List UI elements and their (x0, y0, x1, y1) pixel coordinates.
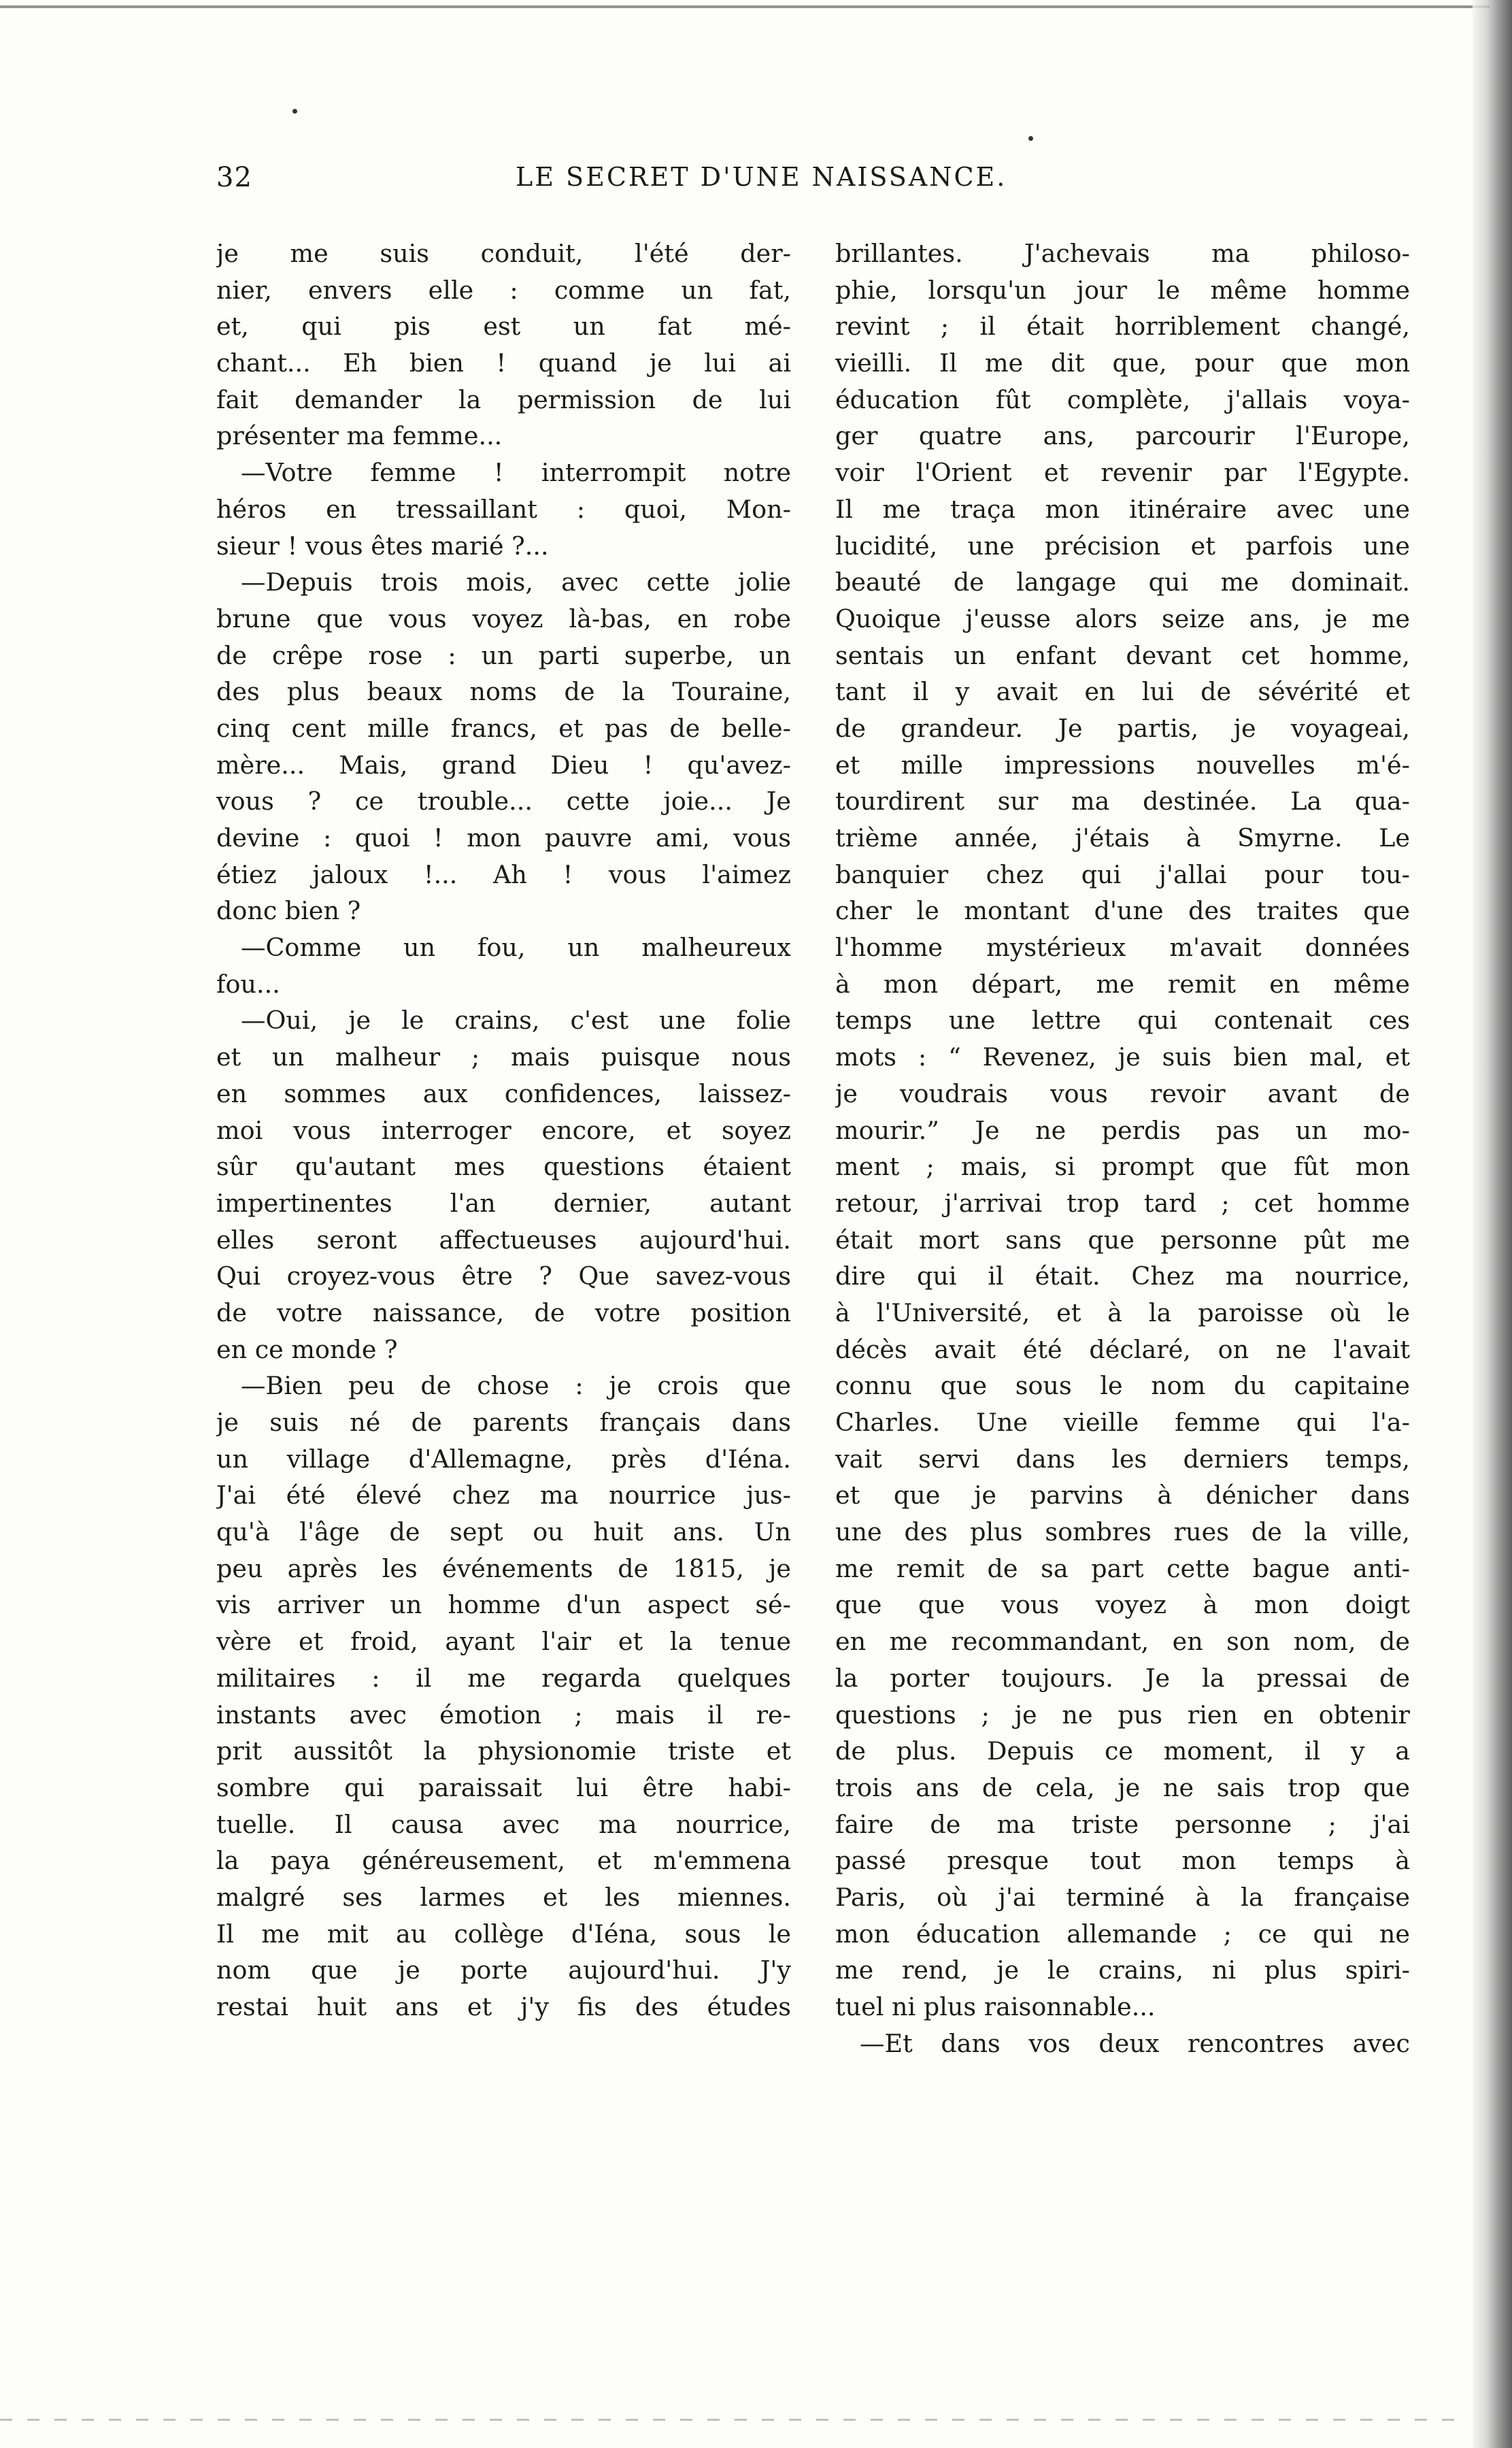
text-line: —Oui, je le crains, c'est une folie (241, 1006, 791, 1036)
text-line: décès avait été déclaré, on ne l'avait (835, 1334, 1410, 1364)
text-line: banquier chez qui j'allai pour tou- (835, 859, 1410, 889)
text-line: tuel ni plus raisonnable... (835, 1992, 1156, 2021)
text-line: étiez jaloux !... Ah ! vous l'aimez (216, 859, 791, 889)
text-line: une des plus sombres rues de la ville, (835, 1517, 1410, 1547)
text-line: de plus. Depuis ce moment, il y a (835, 1736, 1410, 1766)
text-line: éducation fût complète, j'allais voya- (835, 384, 1410, 414)
text-line: cinq cent mille francs, et pas de belle- (216, 713, 791, 743)
text-line: mots : “ Revenez, je suis bien mal, et (835, 1042, 1410, 1072)
running-title: LE SECRET D'UNE NAISSANCE. (516, 162, 1007, 192)
text-line: impertinentes l'an dernier, autant (216, 1188, 791, 1218)
text-line: sentais un enfant devant cet homme, (835, 640, 1410, 670)
scan-speck (292, 109, 297, 114)
text-line: cher le montant d'une des traites que (835, 896, 1410, 926)
text-line: et, qui pis est un fat mé- (216, 312, 791, 342)
text-line: questions ; je ne pus rien en obtenir (835, 1700, 1410, 1730)
text-line: —Et dans vos deux rencontres avec (860, 2028, 1410, 2058)
text-line: vieilli. Il me dit que, pour que mon (835, 348, 1410, 378)
text-line: connu que sous le nom du capitaine (835, 1371, 1410, 1401)
text-line: —Depuis trois mois, avec cette jolie (241, 567, 791, 597)
text-line: —Votre femme ! interrompit notre (241, 458, 791, 488)
text-line: mère... Mais, grand Dieu ! qu'avez- (216, 750, 791, 780)
text-line: sombre qui paraissait lui être habi- (216, 1772, 791, 1802)
text-line: présenter ma femme... (216, 421, 503, 451)
text-line: fait demander la permission de lui (216, 384, 791, 414)
text-line: était mort sans que personne pût me (835, 1225, 1410, 1255)
text-line: malgré ses larmes et les miennes. (216, 1882, 791, 1912)
text-line: héros en tressaillant : quoi, Mon- (216, 494, 791, 524)
text-line: et mille impressions nouvelles m'é- (835, 750, 1410, 780)
text-line: voir l'Orient et revenir par l'Egypte. (835, 458, 1410, 488)
text-line: je me suis conduit, l'été der- (216, 239, 791, 268)
text-line: en me recommandant, en son nom, de (835, 1627, 1410, 1657)
text-line: chant... Eh bien ! quand je lui ai (216, 348, 791, 378)
text-line: moi vous interroger encore, et soyez (216, 1115, 791, 1145)
text-line: Qui croyez-vous être ? Que savez-vous (216, 1261, 791, 1291)
text-line: tourdirent sur ma destinée. La qua- (835, 787, 1410, 816)
text-line: nom que je porte aujourd'hui. J'y (216, 1955, 791, 1985)
text-line: revint ; il était horriblement changé, (835, 312, 1410, 342)
scan-speck (1028, 136, 1033, 141)
right-text-column (835, 235, 1410, 2062)
text-line: un village d'Allemagne, près d'Iéna. (216, 1444, 791, 1474)
text-line: Il me traça mon itinéraire avec une (835, 494, 1410, 524)
text-line: Quoique j'eusse alors seize ans, je me (835, 603, 1410, 633)
text-line: tuelle. Il causa avec ma nourrice, (216, 1809, 791, 1839)
text-line: faire de ma triste personne ; j'ai (835, 1809, 1410, 1839)
bottom-scan-noise (0, 2419, 1469, 2421)
text-line: vous ? ce trouble... cette joie... Je (216, 787, 791, 816)
text-line: en ce monde ? (216, 1334, 398, 1364)
text-line: tant il y avait en lui de sévérité et (835, 677, 1410, 707)
text-line: vère et froid, ayant l'air et la tenue (216, 1627, 791, 1657)
running-header (216, 162, 1400, 203)
text-line: Paris, où j'ai terminé à la française (835, 1882, 1410, 1912)
text-line: devine : quoi ! mon pauvre ami, vous (216, 823, 791, 853)
text-line: des plus beaux noms de la Touraine, (216, 677, 791, 707)
text-line: Il me mit au collège d'Iéna, sous le (216, 1919, 791, 1949)
text-line: Charles. Une vieille femme qui l'a- (835, 1408, 1410, 1437)
text-line: elles seront affectueuses aujourd'hui. (216, 1225, 791, 1255)
text-line: temps une lettre qui contenait ces (835, 1006, 1410, 1036)
text-line: je voudrais vous revoir avant de (835, 1078, 1410, 1108)
text-line: passé presque tout mon temps à (835, 1846, 1410, 1876)
text-line: en sommes aux confidences, laissez- (216, 1078, 791, 1108)
text-line: —Bien peu de chose : je crois que (241, 1371, 791, 1401)
text-line: et que je parvins à dénicher dans (835, 1481, 1410, 1510)
text-line: trième année, j'étais à Smyrne. Le (835, 823, 1410, 853)
text-line: retour, j'arrivai trop tard ; cet homme (835, 1188, 1410, 1218)
text-line: lucidité, une précision et parfois une (835, 531, 1410, 561)
text-line: me rend, je le crains, ni plus spiri- (835, 1955, 1410, 1985)
text-line: —Comme un fou, un malheureux (241, 933, 791, 963)
page-number: 32 (216, 162, 252, 193)
text-line: brune que vous voyez là-bas, en robe (216, 603, 791, 633)
text-line: à mon départ, me remit en même (835, 969, 1410, 999)
text-line: trois ans de cela, je ne sais trop que (835, 1772, 1410, 1802)
text-line: sieur ! vous êtes marié ?... (216, 531, 549, 561)
top-border-line (0, 5, 1490, 8)
text-line: vis arriver un homme d'un aspect sé- (216, 1590, 791, 1620)
text-line: qu'à l'âge de sept ou huit ans. Un (216, 1517, 791, 1547)
text-line: et un malheur ; mais puisque nous (216, 1042, 791, 1072)
text-line: ment ; mais, si prompt que fût mon (835, 1152, 1410, 1182)
text-line: J'ai été élevé chez ma nourrice jus- (216, 1481, 791, 1510)
text-line: peu après les événements de 1815, je (216, 1553, 791, 1583)
text-line: prit aussitôt la physionomie triste et (216, 1736, 791, 1766)
text-line: de votre naissance, de votre position (216, 1297, 791, 1327)
text-line: nier, envers elle : comme un fat, (216, 275, 791, 305)
text-line: instants avec émotion ; mais il re- (216, 1700, 791, 1730)
text-line: la paya généreusement, et m'emmena (216, 1846, 791, 1876)
text-line: ger quatre ans, parcourir l'Europe, (835, 421, 1410, 451)
text-line: vait servi dans les derniers temps, (835, 1444, 1410, 1474)
text-line: sûr qu'autant mes questions étaient (216, 1152, 791, 1182)
text-line: mon éducation allemande ; ce qui ne (835, 1919, 1410, 1949)
text-line: je suis né de parents français dans (216, 1408, 791, 1437)
text-line: à l'Université, et à la paroisse où le (835, 1297, 1410, 1327)
text-line: me remit de sa part cette bague anti- (835, 1553, 1410, 1583)
text-line: phie, lorsqu'un jour le même homme (835, 275, 1410, 305)
text-line: fou... (216, 969, 280, 999)
text-line: brillantes. J'achevais ma philoso- (835, 239, 1410, 268)
text-line: de grandeur. Je partis, je voyageai, (835, 713, 1410, 743)
text-line: militaires : il me regarda quelques (216, 1663, 791, 1693)
left-text-column (216, 235, 791, 2025)
page-edge-shadow (1473, 0, 1512, 2448)
text-line: la porter toujours. Je la pressai de (835, 1663, 1410, 1693)
text-line: mourir.” Je ne perdis pas un mo- (835, 1115, 1410, 1145)
text-line: restai huit ans et j'y fis des études (216, 1992, 791, 2021)
text-line: beauté de langage qui me dominait. (835, 567, 1410, 597)
text-line: l'homme mystérieux m'avait données (835, 933, 1410, 963)
text-line: que que vous voyez à mon doigt (835, 1590, 1410, 1620)
text-line: de crêpe rose : un parti superbe, un (216, 640, 791, 670)
text-line: donc bien ? (216, 896, 361, 926)
text-line: dire qui il était. Chez ma nourrice, (835, 1261, 1410, 1291)
